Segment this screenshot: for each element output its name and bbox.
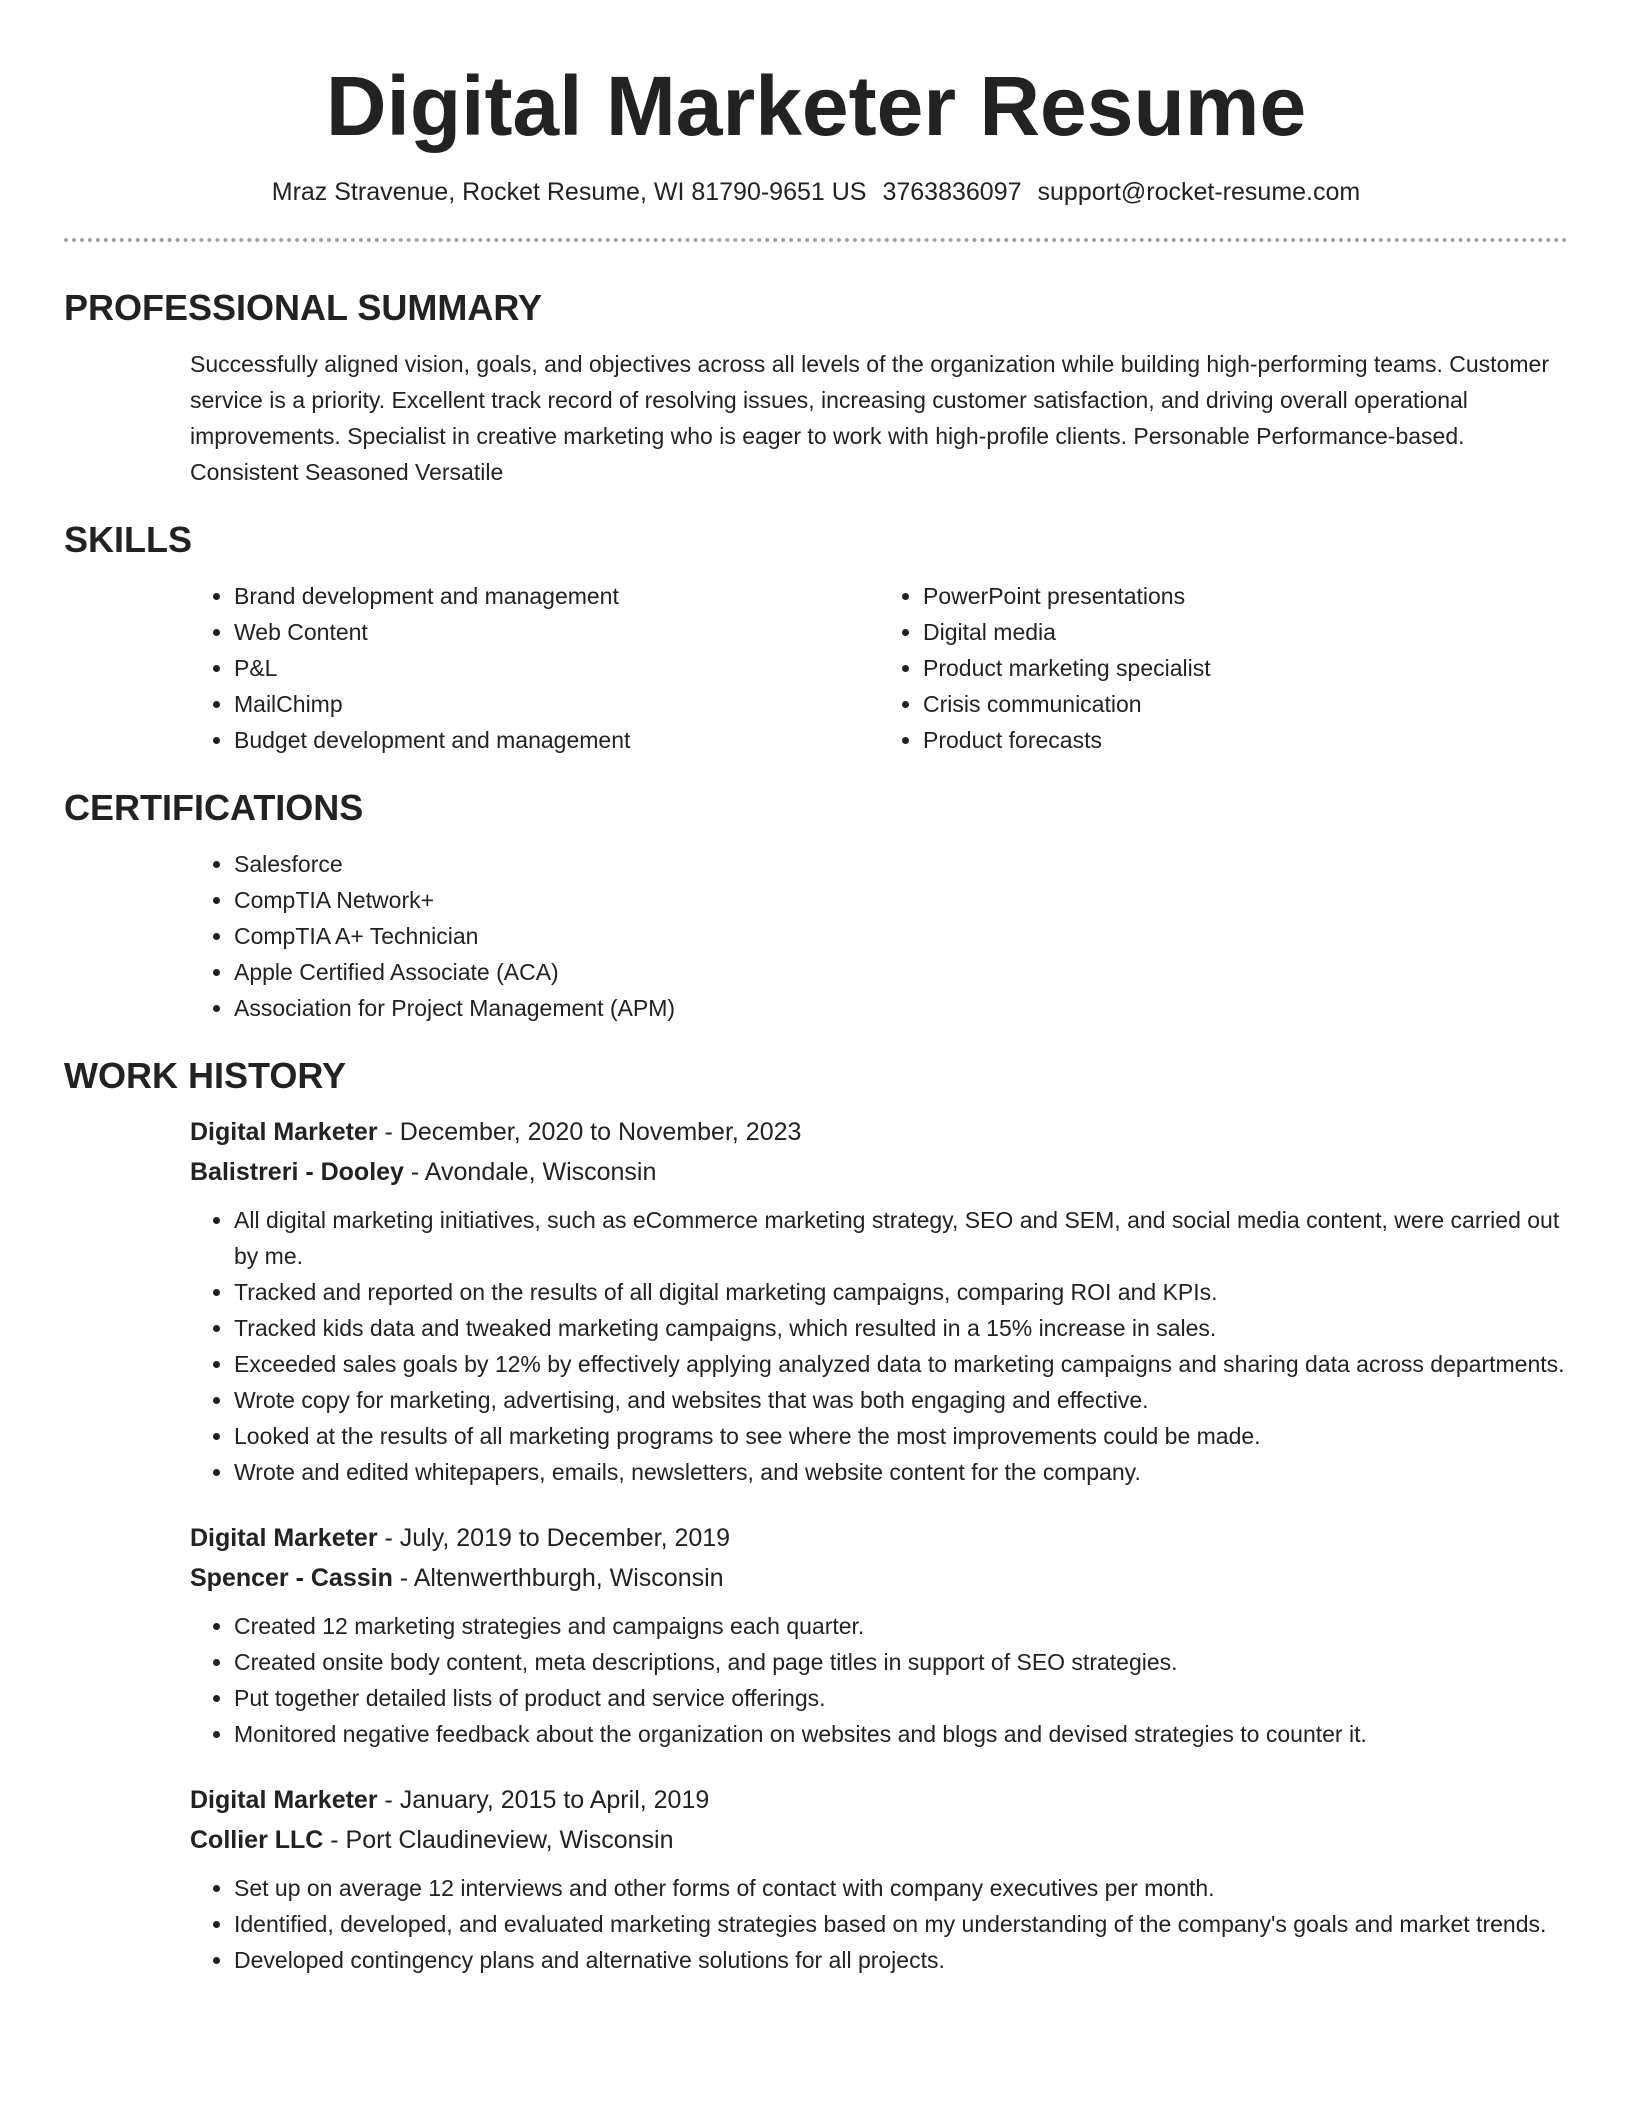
certifications-heading: CERTIFICATIONS [64, 787, 364, 828]
job-entry [190, 1518, 1568, 1752]
contact-phone: 3763836097 [882, 178, 1022, 206]
skill-item: • Product marketing specialist [923, 650, 1568, 686]
job-dates: - January, 2015 to April, 2019 [377, 1786, 710, 1814]
work-history-section [190, 1112, 1568, 1978]
job-bullets [190, 1202, 1568, 1490]
job-dates: - December, 2020 to November, 2023 [377, 1118, 802, 1146]
summary-text: Successfully aligned vision, goals, and objectives across all levels of the organization while building high-performing teams. Customer service is a priority. Excellent track record of resolving issues, increasing customer satisfaction, and driving overall operational improvements. Specialist in creative marketing who is eager to work with high-profile clients. Personable Performance-based. Consistent Seasoned Versatile [190, 351, 1549, 485]
job-bullet: • Developed contingency plans and alternative solutions for all projects. [234, 1942, 1568, 1978]
job-bullet: • Exceeded sales goals by 12% by effectively applying analyzed data to marketing campaigns and sharing data across departments. [234, 1346, 1568, 1382]
skill-item: • P&L [234, 650, 879, 686]
skill-item: • MailChimp [234, 686, 879, 722]
skills-list-left [190, 578, 879, 758]
skill-item: • Crisis communication [923, 686, 1568, 722]
job-dates: - July, 2019 to December, 2019 [377, 1524, 731, 1552]
job-company: Balistreri - Dooley [190, 1158, 404, 1186]
job-bullet: • Set up on average 12 interviews and other forms of contact with company executives per month. [234, 1870, 1568, 1906]
job-role: Digital Marketer [190, 1786, 378, 1814]
summary-section [190, 346, 1568, 490]
job-entry [190, 1780, 1568, 1978]
job-bullet: • Tracked kids data and tweaked marketing campaigns, which resulted in a 15% increase in sales. [234, 1310, 1568, 1346]
resume-page [64, 0, 1568, 1978]
job-role: Digital Marketer [190, 1524, 378, 1552]
job-location: - Avondale, Wisconsin [403, 1158, 657, 1186]
job-role: Digital Marketer [190, 1118, 378, 1146]
skills-list-right [879, 578, 1568, 758]
job-company-line [190, 1558, 1568, 1598]
job-bullet: • Monitored negative feedback about the organization on websites and blogs and devised strategies to counter it. [234, 1716, 1568, 1752]
summary-heading: PROFESSIONAL SUMMARY [64, 287, 543, 328]
job-entry [190, 1112, 1568, 1490]
job-title-line [190, 1780, 1568, 1820]
certification-item: • Salesforce [234, 846, 1568, 882]
job-bullet: • Wrote copy for marketing, advertising, and websites that was both engaging and effective. [234, 1382, 1568, 1418]
job-bullets [190, 1608, 1568, 1752]
certifications-section [190, 846, 1568, 1026]
job-bullet: • Created onsite body content, meta descriptions, and page titles in support of SEO strategies. [234, 1644, 1568, 1680]
job-bullet: • Wrote and edited whitepapers, emails, newsletters, and website content for the company. [234, 1454, 1568, 1490]
skills-section [190, 578, 1568, 758]
job-title-line [190, 1112, 1568, 1152]
skill-item: • PowerPoint presentations [923, 578, 1568, 614]
job-company-line [190, 1152, 1568, 1192]
contact-email: support@rocket-resume.com [1037, 178, 1361, 206]
job-location: - Port Claudineview, Wisconsin [323, 1826, 674, 1854]
skill-item: • Digital media [923, 614, 1568, 650]
job-company-line [190, 1820, 1568, 1860]
job-title-line [190, 1518, 1568, 1558]
job-bullet: • Created 12 marketing strategies and campaigns each quarter. [234, 1608, 1568, 1644]
contact-address: Mraz Stravenue, Rocket Resume, WI 81790-9651 US [271, 178, 867, 206]
certification-item: • Apple Certified Associate (ACA) [234, 954, 1568, 990]
skills-heading: SKILLS [64, 519, 193, 560]
job-location: - Altenwerthburgh, Wisconsin [392, 1564, 724, 1592]
job-bullet: • Tracked and reported on the results of all digital marketing campaigns, comparing ROI and KPIs. [234, 1274, 1568, 1310]
certification-item: • CompTIA Network+ [234, 882, 1568, 918]
contact-line [64, 176, 1568, 208]
work-history-heading: WORK HISTORY [64, 1055, 347, 1096]
job-company: Spencer - Cassin [190, 1564, 393, 1592]
job-bullet: • Identified, developed, and evaluated marketing strategies based on my understanding of the company's goals and market trends. [234, 1906, 1568, 1942]
job-company: Collier LLC [190, 1826, 324, 1854]
skill-item: • Web Content [234, 614, 879, 650]
skill-item: • Product forecasts [923, 722, 1568, 758]
job-bullet: • Put together detailed lists of product and service offerings. [234, 1680, 1568, 1716]
job-bullet: • Looked at the results of all marketing programs to see where the most improvements could be made. [234, 1418, 1568, 1454]
skill-item: • Brand development and management [234, 578, 879, 614]
page-title: Digital Marketer Resume [325, 59, 1307, 153]
certification-item: • Association for Project Management (APM) [234, 990, 1568, 1026]
job-bullet: • All digital marketing initiatives, such as eCommerce marketing strategy, SEO and SEM, and social media content, were carried out by me. [234, 1202, 1568, 1274]
job-bullets [190, 1870, 1568, 1978]
skill-item: • Budget development and management [234, 722, 879, 758]
header-divider [64, 238, 1568, 242]
certification-item: • CompTIA A+ Technician [234, 918, 1568, 954]
certifications-list [190, 846, 1568, 1026]
